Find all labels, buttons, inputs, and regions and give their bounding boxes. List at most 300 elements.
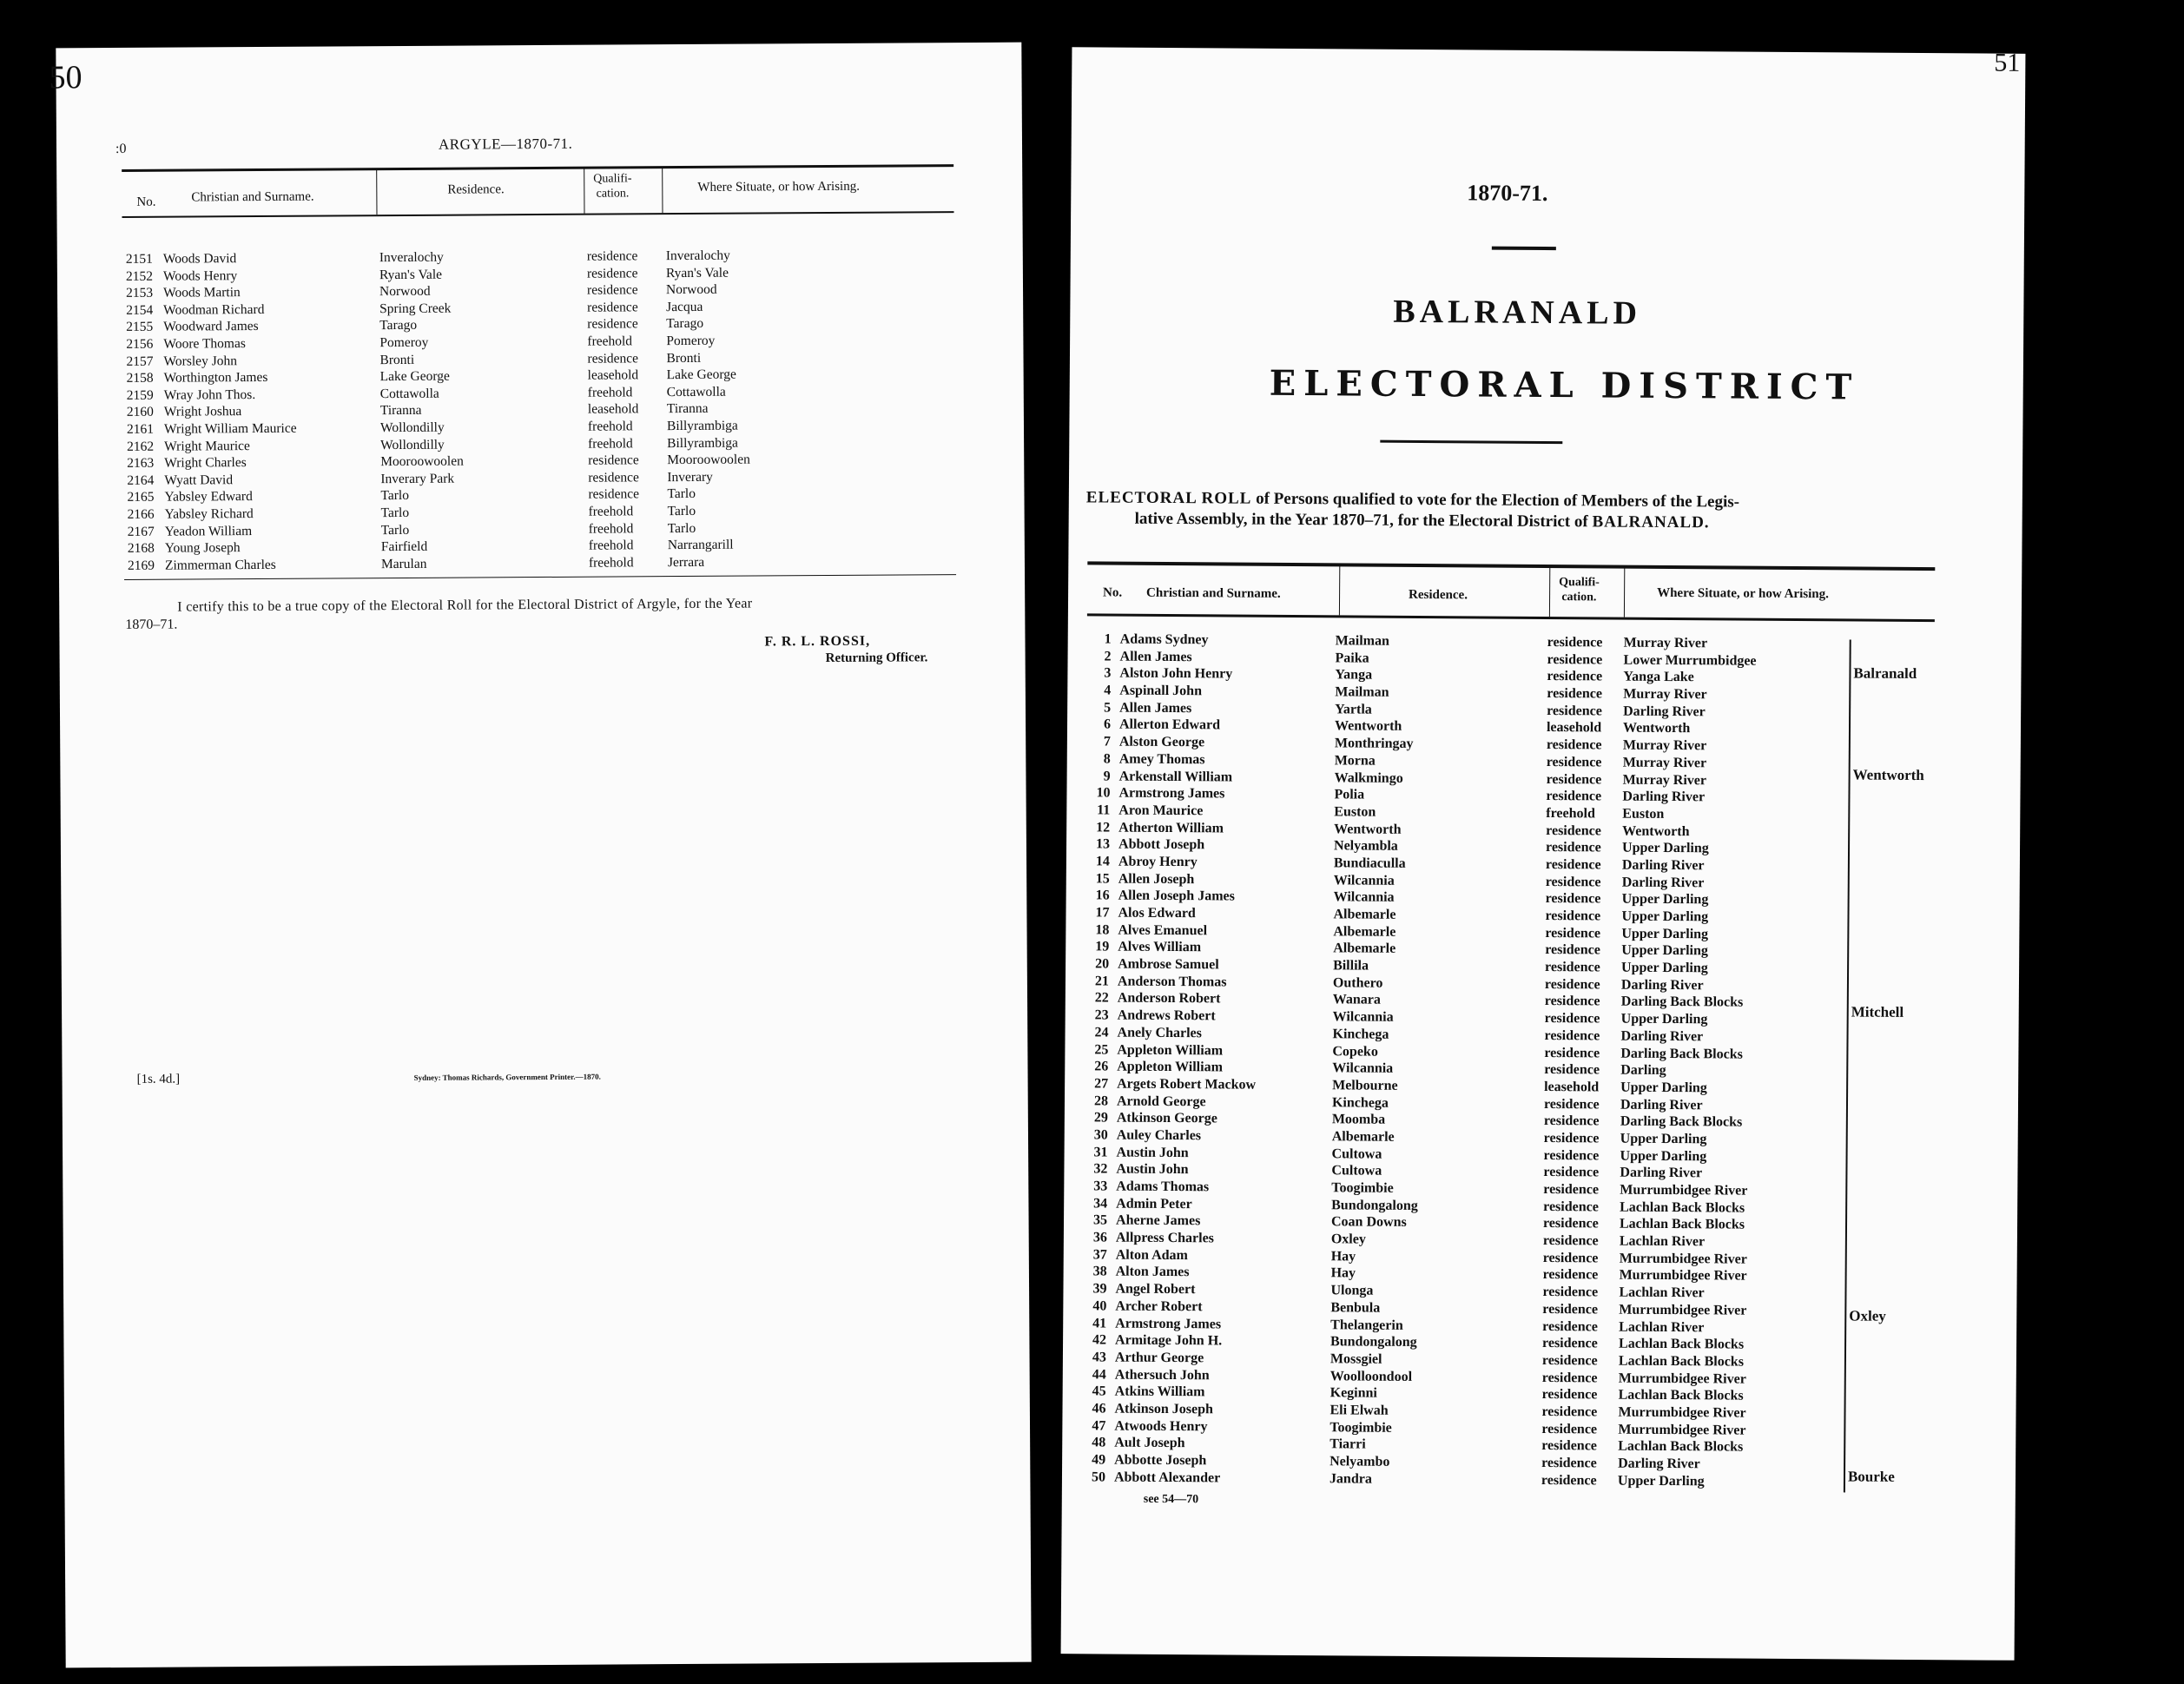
- entry-number: 16: [1095, 888, 1110, 903]
- entry-where: Lachlan Back Blocks: [1620, 1199, 1745, 1216]
- entry-number: 42: [1092, 1332, 1107, 1348]
- entry-where: Tiranna: [666, 401, 709, 417]
- entry-where: Upper Darling: [1621, 891, 1709, 908]
- entry-where: Darling River: [1620, 977, 1704, 994]
- entry-number: 13: [1096, 836, 1111, 852]
- entry-name: Arnold George: [1116, 1093, 1206, 1109]
- entry-number: 49: [1092, 1452, 1106, 1468]
- entry-residence: Kinchega: [1331, 1094, 1389, 1111]
- right-page: [1061, 47, 2026, 1661]
- entry-number: 31: [1093, 1145, 1108, 1160]
- entry-where: Narrangarill: [667, 537, 734, 553]
- entry-residence: Bundiaculla: [1333, 855, 1406, 871]
- entry-residence: Bronti: [379, 352, 415, 367]
- header-no: No.: [1103, 585, 1123, 600]
- entry-where: Wentworth: [1622, 721, 1691, 736]
- entry-residence: Albemarle: [1333, 941, 1396, 957]
- entry-number: 33: [1093, 1179, 1108, 1194]
- entry-qualification: residence: [1542, 1301, 1599, 1317]
- entry-qualification: residence: [587, 300, 638, 315]
- entry-residence: Jandra: [1329, 1470, 1372, 1487]
- printer-imprint: Sydney: Thomas Richards, Government Printer.—1870.: [413, 1072, 601, 1082]
- entry-qualification: freehold: [588, 555, 634, 571]
- entry-name: Andrews Robert: [1117, 1007, 1216, 1024]
- entry-number: 50: [1091, 1469, 1106, 1485]
- entry-where: Upper Darling: [1620, 1148, 1707, 1164]
- entry-residence: Norwood: [379, 283, 431, 300]
- entry-name: Alos Edward: [1118, 905, 1196, 921]
- entry-number: 47: [1092, 1418, 1106, 1434]
- entry-where: Inveralochy: [665, 248, 730, 264]
- entry-qualification: leasehold: [587, 367, 639, 383]
- entry-qualification: residence: [1544, 1027, 1600, 1044]
- entry-where: Upper Darling: [1620, 1080, 1707, 1096]
- entry-residence: Thelangerin: [1330, 1317, 1403, 1333]
- footnote: see 54—70: [1143, 1492, 1199, 1507]
- entry-where: Lachlan Back Blocks: [1618, 1438, 1744, 1455]
- entry-qualification: freehold: [588, 435, 633, 452]
- entry-name: Armstrong James: [1118, 785, 1225, 802]
- entry-name: Austin John: [1116, 1161, 1189, 1178]
- entry-name: Atwoods Henry: [1114, 1418, 1208, 1434]
- entry-name: Alves William: [1118, 939, 1202, 955]
- header-rule-top: [122, 164, 953, 172]
- entry-number: 32: [1093, 1161, 1108, 1177]
- entry-where: Ryan's Vale: [665, 265, 729, 281]
- entry-name: Wray John Thos.: [163, 386, 256, 403]
- entry-name: Woodward James: [163, 319, 259, 335]
- entry-name: Allen Joseph James: [1118, 888, 1235, 904]
- entry-number: 45: [1092, 1384, 1106, 1399]
- entry-qualification: residence: [1541, 1403, 1598, 1420]
- entry-where: Lachlan Back Blocks: [1618, 1387, 1744, 1403]
- entry-residence: Albemarle: [1331, 1129, 1395, 1145]
- entry-residence: Wentworth: [1334, 821, 1402, 837]
- entry-qualification: leasehold: [1546, 720, 1602, 736]
- entry-name: Adams Thomas: [1116, 1179, 1210, 1195]
- entry-where: Murray River: [1622, 737, 1707, 754]
- entry-number: 2167: [127, 524, 155, 539]
- entry-residence: Toogimbie: [1331, 1180, 1394, 1196]
- entry-where: Darling River: [1620, 1165, 1703, 1181]
- entry-residence: Albemarle: [1333, 907, 1396, 922]
- entry-name: Athersuch John: [1114, 1367, 1210, 1383]
- entry-name: Alves Emanuel: [1118, 922, 1208, 938]
- entry-name: Zimmerman Charles: [164, 557, 276, 573]
- entry-name: Argets Robert Mackow: [1117, 1076, 1257, 1093]
- entry-where: Lower Murrumbidgee: [1623, 652, 1757, 669]
- entry-where: Murrumbidgee River: [1619, 1302, 1747, 1318]
- entry-number: 2160: [126, 405, 154, 420]
- entry-where: Wentworth: [1622, 823, 1690, 839]
- entry-qualification: freehold: [587, 333, 633, 349]
- entry-number: 2158: [126, 370, 154, 386]
- entry-residence: Billila: [1333, 958, 1369, 974]
- entry-number: 21: [1094, 974, 1110, 989]
- entry-name: Wright Maurice: [164, 438, 250, 454]
- entry-name: Ault Joseph: [1114, 1435, 1185, 1451]
- entry-residence: Inveralochy: [379, 249, 444, 266]
- entry-qualification: residence: [1541, 1352, 1598, 1369]
- entry-name: Wright Charles: [164, 455, 247, 471]
- entry-where: Lachlan River: [1619, 1319, 1705, 1335]
- entry-residence: Keginni: [1330, 1385, 1377, 1401]
- entry-number: 28: [1093, 1093, 1109, 1109]
- entry-qualification: residence: [587, 350, 639, 367]
- entry-residence: Kinchega: [1332, 1027, 1389, 1042]
- entry-number: 2: [1104, 649, 1112, 664]
- entry-qualification: residence: [1546, 737, 1602, 753]
- intro-rest: of Persons qualified to vote for the Election of Members of the Legis-: [1256, 489, 1740, 512]
- entry-qualification: residence: [1543, 1165, 1600, 1180]
- entry-residence: Monthringay: [1334, 736, 1414, 752]
- intro-lead: ELECTORAL ROLL: [1085, 488, 1252, 508]
- entry-qualification: residence: [1542, 1318, 1598, 1334]
- entry-where: Upper Darling: [1621, 926, 1709, 942]
- entry-residence: Outhero: [1332, 975, 1383, 991]
- entry-residence: Mailman: [1335, 633, 1389, 649]
- intro-line-1: [1086, 488, 1739, 512]
- entry-number: 24: [1094, 1025, 1109, 1040]
- entry-qualification: residence: [1545, 925, 1601, 941]
- entry-qualification: freehold: [587, 419, 633, 434]
- entry-name: Yabsley Richard: [164, 505, 254, 522]
- entry-name: Anderson Thomas: [1117, 974, 1227, 990]
- entry-name: Alton James: [1115, 1265, 1190, 1280]
- entry-number: 2156: [126, 336, 154, 352]
- entry-number: 6: [1103, 717, 1112, 732]
- entry-number: 2154: [126, 302, 154, 318]
- entry-where: Lachlan Back Blocks: [1619, 1336, 1745, 1352]
- entry-residence: Wilcannia: [1332, 1060, 1394, 1076]
- entry-qualification: residence: [1541, 1438, 1597, 1454]
- right-roll-rows: [1074, 631, 1844, 1490]
- entry-qualification: residence: [588, 486, 640, 502]
- entry-number: 26: [1094, 1059, 1109, 1074]
- intro-line-2: [1135, 510, 1710, 533]
- entry-number: 37: [1092, 1247, 1107, 1263]
- entry-residence: Polia: [1334, 787, 1365, 802]
- entry-qualification: residence: [1543, 1096, 1600, 1113]
- entry-name: Atkinson George: [1116, 1110, 1217, 1126]
- entry-name: Allerton Edward: [1118, 717, 1221, 733]
- entry-name: Abroy Henry: [1118, 854, 1198, 870]
- entry-name: Alston George: [1118, 734, 1205, 750]
- col-divider: [1624, 567, 1625, 617]
- entry-residence: Bundongalong: [1331, 1197, 1418, 1213]
- entry-residence: Tiranna: [379, 403, 422, 419]
- entry-number: 43: [1092, 1350, 1106, 1365]
- entry-residence: Albemarle: [1333, 924, 1396, 940]
- entry-qualification: residence: [1547, 651, 1603, 668]
- entry-number: 14: [1095, 854, 1110, 869]
- entry-where: Billyrambiga: [667, 435, 738, 451]
- entry-number: 7: [1103, 734, 1111, 750]
- entry-qualification: residence: [587, 316, 638, 333]
- entry-qualification: residence: [1546, 771, 1602, 787]
- entry-residence: Euston: [1334, 804, 1376, 820]
- entry-name: Worsley John: [163, 353, 238, 369]
- entry-where: Mooroowoolen: [667, 452, 750, 468]
- entry-where: Darling River: [1622, 789, 1706, 805]
- entry-residence: Tarlo: [380, 488, 410, 504]
- table-end-rule: [124, 574, 956, 580]
- entry-qualification: residence: [1542, 1267, 1599, 1283]
- entry-residence: Wollondilly: [380, 437, 445, 452]
- signature-name: F. R. L. ROSSI,: [764, 633, 871, 650]
- entry-where: Murray River: [1623, 686, 1707, 703]
- entry-residence: Moomba: [1331, 1112, 1386, 1127]
- entry-where: Jerrara: [667, 554, 705, 570]
- col-divider: [1339, 565, 1340, 615]
- entry-where: Lachlan River: [1619, 1284, 1705, 1301]
- entry-name: Yabsley Edward: [164, 489, 253, 505]
- entry-qualification: residence: [1542, 1336, 1598, 1351]
- signature-title: Returning Officer.: [825, 650, 928, 666]
- entry-where: Darling River: [1618, 1456, 1700, 1472]
- entry-number: 27: [1094, 1076, 1109, 1092]
- entry-number: 2152: [125, 268, 153, 284]
- entry-residence: Mailman: [1335, 684, 1389, 700]
- entry-name: Allen Joseph: [1118, 871, 1195, 887]
- entry-residence: Oxley: [1330, 1232, 1366, 1247]
- header-where: Where Situate, or how Arising.: [697, 179, 860, 195]
- entry-qualification: residence: [1541, 1387, 1598, 1403]
- entry-qualification: residence: [586, 265, 638, 281]
- entry-number: 39: [1092, 1281, 1107, 1297]
- entry-number: 2164: [127, 472, 155, 488]
- entry-number: 22: [1094, 990, 1109, 1006]
- entry-name: Woore Thomas: [163, 336, 246, 352]
- entry-residence: Ulonga: [1330, 1283, 1374, 1298]
- entry-number: 2153: [125, 285, 154, 301]
- entry-residence: Copeko: [1332, 1043, 1378, 1060]
- entry-qualification: residence: [1547, 703, 1602, 719]
- entry-qualification: leasehold: [587, 401, 639, 418]
- entry-name: Admin Peter: [1116, 1196, 1192, 1212]
- entry-name: Wright Joshua: [163, 404, 242, 420]
- entry-where: Murrumbidgee River: [1618, 1422, 1746, 1438]
- entry-residence: Wilcannia: [1333, 889, 1395, 906]
- entry-number: 2168: [127, 540, 155, 557]
- entry-name: Abbott Joseph: [1118, 836, 1205, 853]
- entry-qualification: residence: [1547, 669, 1603, 684]
- entry-name: Woods Henry: [162, 267, 238, 284]
- entry-where: Tarlo: [667, 520, 696, 536]
- certification-line-2: 1870–71.: [125, 617, 178, 632]
- entry-qualification: residence: [1546, 754, 1602, 770]
- entry-number: 11: [1097, 802, 1111, 818]
- entry-residence: Pomeroy: [379, 334, 429, 351]
- entry-residence: Mossgiel: [1330, 1351, 1382, 1367]
- entry-qualification: freehold: [1546, 805, 1595, 822]
- entry-residence: Spring Creek: [379, 300, 452, 316]
- entry-name: Aspinall John: [1119, 683, 1203, 699]
- subdivision-label: Oxley: [1849, 1307, 1886, 1324]
- entry-qualification: residence: [1542, 1216, 1599, 1232]
- entry-number: 2157: [126, 353, 154, 369]
- entry-residence: Cottawolla: [379, 386, 439, 401]
- entry-name: Armstrong James: [1115, 1316, 1222, 1331]
- entry-name: Yeadon William: [164, 523, 253, 539]
- entry-residence: Toogimbie: [1330, 1419, 1392, 1436]
- entry-number: 19: [1095, 939, 1110, 954]
- entry-number: 48: [1092, 1435, 1106, 1450]
- entry-name: Wright William Maurice: [163, 420, 297, 437]
- entry-where: Murrumbidgee River: [1619, 1251, 1747, 1267]
- entry-qualification: residence: [1542, 1284, 1599, 1300]
- entry-number: 2163: [127, 455, 155, 472]
- entry-qualification: residence: [1544, 1062, 1600, 1078]
- subdivision-label: Balranald: [1853, 664, 1917, 682]
- entry-name: Worthington James: [163, 370, 268, 386]
- entry-number: 46: [1092, 1401, 1106, 1417]
- entry-name: Adams Sydney: [1119, 631, 1209, 648]
- entry-name: Angel Robert: [1115, 1281, 1196, 1298]
- entry-qualification: residence: [1545, 960, 1600, 975]
- entry-name: Archer Robert: [1115, 1298, 1203, 1315]
- entry-where: Norwood: [665, 281, 717, 298]
- entry-where: Upper Darling: [1620, 1011, 1708, 1027]
- entry-name: Atherton William: [1118, 820, 1224, 835]
- col-divider: [376, 169, 377, 215]
- entry-where: Darling Back Blocks: [1620, 1113, 1743, 1130]
- entry-where: Tarago: [666, 316, 704, 332]
- entry-qualification: residence: [1543, 1199, 1599, 1215]
- header-rule-top: [1087, 561, 1935, 571]
- entry-residence: Hay: [1330, 1265, 1356, 1281]
- header-rule-bottom: [122, 211, 953, 218]
- entry-name: Austin John: [1116, 1145, 1189, 1160]
- entry-where: Murrumbidgee River: [1618, 1404, 1746, 1421]
- entry-qualification: freehold: [587, 385, 633, 400]
- entry-name: Atkins William: [1114, 1384, 1205, 1400]
- entry-number: 20: [1095, 956, 1110, 972]
- entry-name: Anely Charles: [1117, 1025, 1202, 1041]
- entry-residence: Hay: [1330, 1249, 1356, 1265]
- entry-qualification: freehold: [588, 504, 634, 519]
- entry-number: 38: [1092, 1264, 1107, 1279]
- entry-number: 44: [1092, 1366, 1106, 1383]
- entry-where: Lachlan River: [1619, 1233, 1706, 1250]
- entry-qualification: residence: [1542, 1250, 1599, 1266]
- entry-where: Tarlo: [667, 486, 696, 502]
- entry-residence: Wollondilly: [379, 419, 445, 436]
- entry-name: Arthur George: [1114, 1350, 1204, 1366]
- header-qualification: Qualifi- cation.: [593, 172, 632, 201]
- entry-where: Yanga Lake: [1623, 670, 1694, 685]
- entry-name: Aron Maurice: [1118, 802, 1204, 819]
- subdivision-label: Wentworth: [1852, 766, 1924, 784]
- entry-number: 2155: [126, 320, 154, 335]
- entry-name: Arkenstall William: [1118, 769, 1233, 784]
- entry-residence: Walkmingo: [1334, 769, 1403, 786]
- entry-residence: Bundongalong: [1330, 1334, 1417, 1351]
- entry-qualification: residence: [1544, 976, 1600, 993]
- running-title: ARGYLE—1870-71.: [438, 135, 573, 153]
- entry-where: Upper Darling: [1621, 840, 1709, 856]
- entry-residence: Tarlo: [380, 522, 410, 538]
- col-divider: [662, 168, 663, 213]
- entry-name: Armitage John H.: [1115, 1332, 1223, 1349]
- entry-where: Darling River: [1620, 1028, 1704, 1045]
- entry-number: 4: [1104, 683, 1112, 698]
- entry-where: Murrumbidgee River: [1619, 1268, 1747, 1284]
- entry-where: Darling River: [1623, 703, 1706, 720]
- entry-qualification: residence: [1544, 1011, 1600, 1027]
- entry-residence: Wilcannia: [1332, 1009, 1394, 1025]
- entry-where: Murrumbidgee River: [1618, 1370, 1746, 1387]
- entry-where: Darling Back Blocks: [1620, 994, 1744, 1011]
- entry-name: Aherne James: [1115, 1212, 1201, 1229]
- year-heading: 1870-71.: [1467, 180, 1548, 207]
- entry-qualification: residence: [1545, 874, 1601, 890]
- entry-name: Allpress Charles: [1115, 1230, 1215, 1246]
- entry-where: Upper Darling: [1617, 1473, 1705, 1489]
- entry-qualification: residence: [1545, 856, 1601, 873]
- header-rule-bottom: [1087, 613, 1935, 622]
- entry-residence: Marulan: [380, 556, 427, 571]
- entry-number: 30: [1093, 1127, 1108, 1143]
- entry-residence: Cultowa: [1331, 1146, 1382, 1162]
- entry-name: Woodman Richard: [163, 301, 265, 318]
- entry-where: Inverary: [667, 469, 713, 485]
- entry-where: Euston: [1622, 806, 1665, 822]
- header-name: Christian and Surname.: [1146, 585, 1281, 601]
- entry-number: 3: [1104, 665, 1112, 681]
- entry-residence: Fairfield: [380, 538, 428, 555]
- entry-number: 2161: [126, 421, 155, 437]
- entry-qualification: residence: [586, 282, 638, 298]
- entry-residence: Wentworth: [1334, 718, 1402, 735]
- entry-where: Darling River: [1621, 875, 1705, 890]
- entry-residence: Tiarri: [1330, 1436, 1366, 1452]
- entry-residence: Nelyambla: [1333, 838, 1398, 855]
- subdivision-bracket: [1844, 639, 1851, 1492]
- entry-qualification: residence: [1544, 1045, 1600, 1060]
- entry-qualification: residence: [1541, 1456, 1597, 1471]
- entry-residence: Inverary Park: [380, 471, 455, 486]
- entry-number: 8: [1103, 751, 1111, 767]
- entry-where: Upper Darling: [1621, 943, 1708, 959]
- year-rule: [1492, 247, 1556, 251]
- entry-residence: Eli Elwah: [1330, 1403, 1389, 1418]
- entry-name: Appleton William: [1117, 1042, 1224, 1058]
- intro-line-2-text: lative Assembly, in the Year 1870–71, for the Electoral District of: [1134, 509, 1588, 532]
- entry-qualification: residence: [1543, 1130, 1600, 1146]
- entry-where: Lachlan Back Blocks: [1618, 1353, 1745, 1370]
- entry-qualification: residence: [588, 452, 639, 468]
- entry-qualification: residence: [586, 248, 638, 264]
- entry-where: Darling River: [1621, 857, 1705, 874]
- subdivision-label: Bourke: [1847, 1468, 1895, 1485]
- entry-where: Upper Darling: [1621, 960, 1708, 976]
- entry-qualification: residence: [1541, 1370, 1598, 1386]
- header-where: Where Situate, or how Arising.: [1657, 585, 1829, 602]
- entry-qualification: residence: [1542, 1233, 1599, 1249]
- entry-where: Upper Darling: [1620, 1131, 1707, 1147]
- entry-qualification: residence: [1547, 686, 1603, 702]
- entry-name: Atkinson Joseph: [1114, 1401, 1213, 1417]
- entry-where: Tarlo: [667, 503, 696, 519]
- entry-where: Darling Back Blocks: [1620, 1046, 1743, 1062]
- entry-number: 34: [1093, 1196, 1108, 1212]
- entry-qualification: residence: [1543, 1113, 1600, 1129]
- entry-qualification: residence: [588, 470, 639, 485]
- entry-residence: Ryan's Vale: [379, 267, 443, 282]
- entry-name: Wyatt David: [164, 472, 234, 488]
- entry-residence: Coan Downs: [1330, 1214, 1407, 1231]
